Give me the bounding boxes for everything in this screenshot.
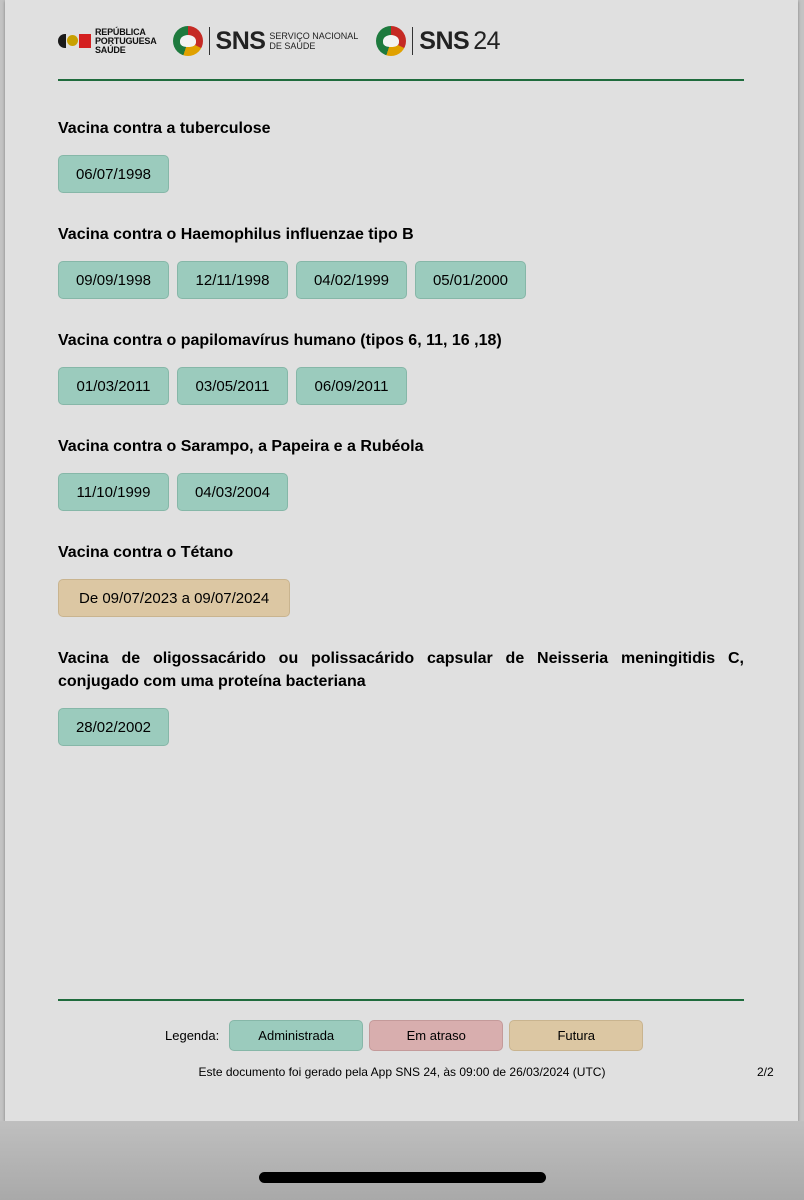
date-chip: 11/10/1999 <box>58 473 169 511</box>
republica-line-3: SAÚDE <box>95 44 126 55</box>
republica-line-1: REPÚBLICA <box>95 26 146 37</box>
home-indicator[interactable] <box>259 1172 546 1183</box>
vaccine-title: Vacina contra o Haemophilus influenzae tipo B <box>58 226 414 243</box>
sns24-logo <box>376 26 500 56</box>
sns-sub-line-2: DE SAÚDE <box>269 41 316 51</box>
sns24-emblem-icon <box>376 26 406 56</box>
vaccine-section <box>58 435 744 511</box>
vaccine-list <box>58 117 744 776</box>
date-chip: 12/11/1998 <box>177 261 288 299</box>
date-chip: 03/05/2011 <box>177 367 288 405</box>
page-number: 2/2 <box>757 1065 774 1079</box>
vaccine-section <box>58 117 744 193</box>
date-chip: 06/09/2011 <box>296 367 407 405</box>
vaccine-title: Vacina de oligossacárido ou polissacárido capsular de Neisseria meningitidis C, conjugado com uma proteína bacteriana <box>58 650 744 690</box>
generated-note: Este documento foi gerado pela App SNS 24, às 09:00 de 26/03/2024 (UTC) <box>198 1065 606 1079</box>
sns-logo <box>173 26 359 56</box>
legend <box>165 1020 649 1051</box>
date-chip: 06/07/1998 <box>58 155 169 193</box>
date-chip: 04/03/2004 <box>177 473 288 511</box>
legend-em-atraso: Em atraso <box>369 1020 503 1051</box>
vaccine-title: Vacina contra o Sarampo, a Papeira e a Rubéola <box>58 438 424 455</box>
header-logos <box>58 24 518 58</box>
viewer-bottom-bar <box>0 1121 804 1200</box>
sns-word: SNS <box>215 26 266 55</box>
sns24-word-b: 24 <box>473 26 500 55</box>
date-chip: 01/03/2011 <box>58 367 169 405</box>
vaccine-title: Vacina contra o papilomavírus humano (tipos 6, 11, 16 ,18) <box>58 332 502 349</box>
legend-futura: Futura <box>509 1020 643 1051</box>
vaccine-section <box>58 647 744 746</box>
vaccine-title: Vacina contra a tuberculose <box>58 120 271 137</box>
vaccine-section <box>58 329 744 405</box>
legend-label: Legenda: <box>165 1028 220 1043</box>
republica-line-2: PORTUGUESA <box>95 35 157 46</box>
sns-emblem-icon <box>173 26 203 56</box>
date-chip: 05/01/2000 <box>415 261 526 299</box>
sns24-word-a: SNS <box>419 26 470 55</box>
date-chip: 04/02/1999 <box>296 261 407 299</box>
footer-divider <box>58 999 744 1001</box>
sns-sub-line-1: SERVIÇO NACIONAL <box>269 31 359 41</box>
vaccine-title: Vacina contra o Tétano <box>58 544 234 561</box>
vaccine-section <box>58 223 744 299</box>
date-chip: 09/09/1998 <box>58 261 169 299</box>
date-range-chip: De 09/07/2023 a 09/07/2024 <box>58 579 290 617</box>
vaccine-section <box>58 541 744 617</box>
header-divider <box>58 79 744 81</box>
date-chip: 28/02/2002 <box>58 708 169 746</box>
republica-portuguesa-logo <box>58 28 157 55</box>
legend-administrada: Administrada <box>229 1020 363 1051</box>
flag-mark-icon <box>58 34 91 48</box>
